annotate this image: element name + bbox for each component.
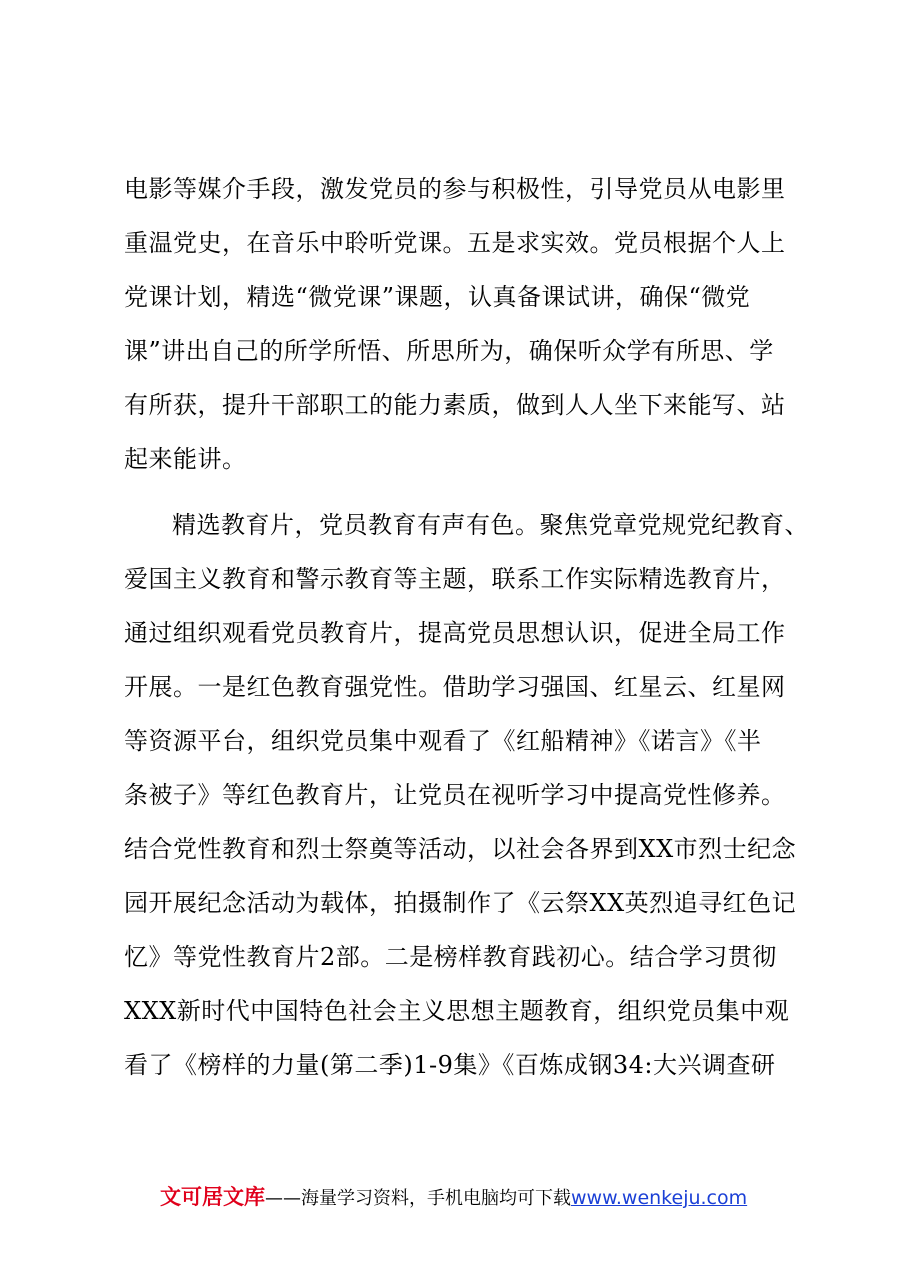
- text-line: 课”讲出自己的所学所悟、所思所为，确保听众学有所思、学: [124, 337, 774, 365]
- text-line: XXX新时代中国特色社会主义思想主题教育，组织党员集中观: [124, 997, 790, 1025]
- text-line: 重温党史，在音乐中聆听党课。五是求实效。党员根据个人上: [124, 229, 786, 257]
- text-line: 结合党性教育和烈士祭奠等活动，以社会各界到XX市烈士纪念: [124, 835, 797, 863]
- text-line: 电影等媒介手段，激发党员的参与积极性，引导党员从电影里: [124, 175, 786, 203]
- footer-website-link[interactable]: www.wenkeju.com: [571, 1187, 748, 1209]
- text-line: 看了《榜样的力量(第二季)1-9集》《百炼成钢34:大兴调查研: [124, 1051, 776, 1079]
- text-line: 党课计划，精选“微党课”课题，认真备课试讲，确保“微党: [124, 283, 751, 311]
- text-line: 有所获，提升干部职工的能力素质，做到人人坐下来能写、站: [124, 391, 786, 419]
- footer-watermark: [160, 1182, 800, 1212]
- text-line: 爱国主义教育和警示教育等主题，联系工作实际精选教育片，: [124, 565, 786, 593]
- text-line: 园开展纪念活动为载体，拍摄制作了《云祭XX英烈追寻红色记: [124, 889, 797, 917]
- footer-brand: 文可居文库: [160, 1185, 265, 1209]
- paragraph-first-line: 精选教育片，党员教育有声有色。聚焦党章党规党纪教育、: [172, 511, 809, 539]
- footer-tagline: ——海量学习资料，手机电脑均可下载: [265, 1188, 571, 1209]
- text-line: 忆》等党性教育片2部。二是榜样教育践初心。结合学习贯彻: [124, 943, 777, 971]
- text-line: 起来能讲。: [124, 445, 247, 473]
- text-line: 开展。一是红色教育强党性。借助学习强国、红星云、红星网: [124, 673, 786, 701]
- text-line: 等资源平台，组织党员集中观看了《红船精神》《诺言》《半: [124, 727, 762, 755]
- text-line: 条被子》等红色教育片，让党员在视听学习中提高党性修养。: [124, 781, 786, 809]
- text-line: 通过组织观看党员教育片，提高党员思想认识，促进全局工作: [124, 619, 786, 647]
- document-body: [124, 162, 809, 1092]
